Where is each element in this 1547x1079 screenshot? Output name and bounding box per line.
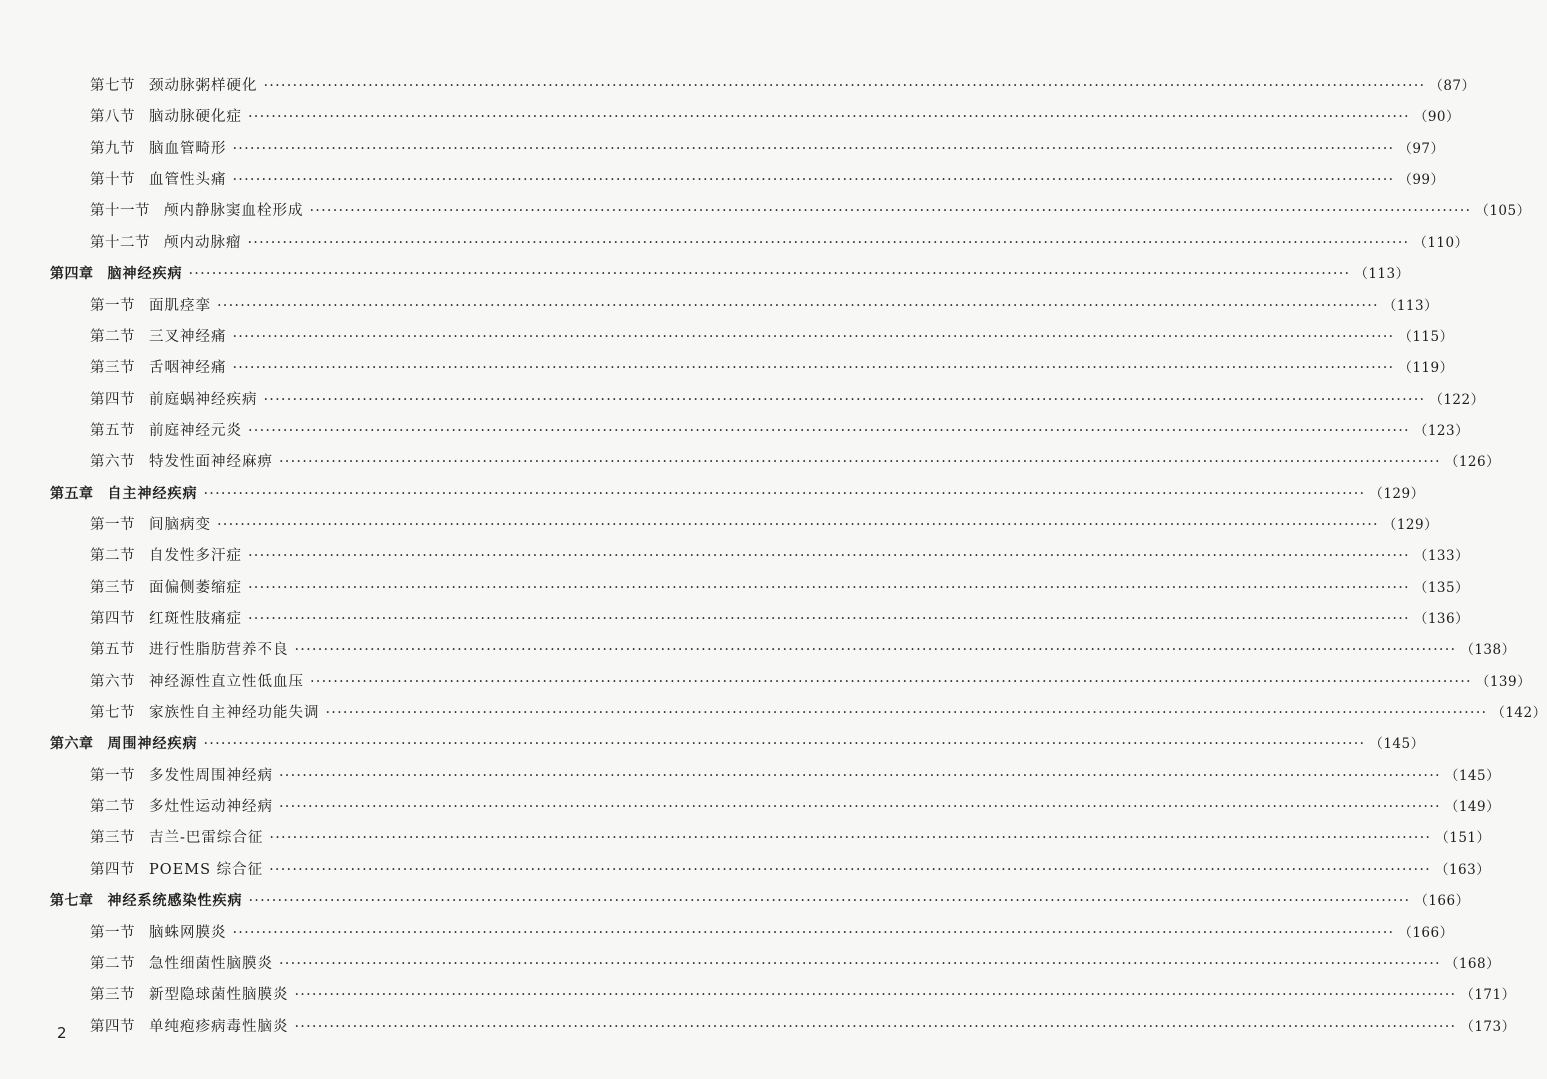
toc-entry-page: （133） <box>1413 548 1470 565</box>
dot-leader: ········································································································································································································ <box>269 861 1431 878</box>
toc-entry-page: （122） <box>1429 391 1485 408</box>
dot-leader: ········································································································································································································ <box>248 548 1410 565</box>
toc-section-row <box>90 515 1439 535</box>
toc-entry-page: （166） <box>1414 893 1470 910</box>
toc-entry-title: 面偏侧萎缩症 <box>149 579 242 596</box>
toc-entry-page: （163） <box>1434 861 1491 878</box>
toc-entry-number: 第十节 <box>90 172 135 189</box>
toc-entry-title: POEMS 综合征 <box>149 861 264 878</box>
toc-section-row <box>90 358 1454 378</box>
toc-entry-number: 第七章 <box>50 893 94 910</box>
toc-entry-title: 神经源性直立性低血压 <box>149 673 304 690</box>
dot-leader: ········································································································································································································ <box>325 705 1488 721</box>
toc-section-row <box>90 139 1445 159</box>
toc-entry-number: 第七节 <box>90 78 135 94</box>
toc-entry-number: 第二节 <box>90 799 135 816</box>
toc-entry-number: 第四节 <box>90 861 135 878</box>
dot-leader: ········································································································································································································ <box>248 893 1411 910</box>
toc-section-row <box>90 609 1470 629</box>
toc-section-row <box>90 546 1470 566</box>
toc-entry-page: （87） <box>1429 78 1476 94</box>
dot-leader: ········································································································································································································ <box>263 78 1426 94</box>
toc-section-row <box>90 860 1491 880</box>
toc-entry-title: 多灶性运动神经病 <box>149 799 273 816</box>
toc-entry-page: （136） <box>1413 611 1470 627</box>
dot-leader: ········································································································································································································ <box>309 203 1472 220</box>
toc-entry-page: （145） <box>1369 736 1425 753</box>
toc-section-row <box>90 170 1445 190</box>
dot-leader: ········································································································································································································ <box>248 611 1410 627</box>
toc-entry-page: （173） <box>1460 1018 1516 1035</box>
toc-entry-title: 急性细菌性脑膜炎 <box>149 955 273 972</box>
toc-chapter-row <box>50 264 1410 284</box>
toc-entry-title: 前庭蜗神经疾病 <box>149 391 258 408</box>
toc-entry-number: 第六节 <box>90 673 135 690</box>
dot-leader: ········································································································································································································ <box>188 266 1351 283</box>
toc-entry-title: 颅内静脉窦血栓形成 <box>164 203 304 220</box>
dot-leader: ········································································································································································································ <box>248 579 1410 596</box>
toc-entry-number: 第二节 <box>90 955 135 972</box>
toc-entry-number: 第四节 <box>90 611 135 627</box>
toc-entry-title: 新型隐球菌性脑膜炎 <box>149 987 289 1004</box>
toc-entry-page: （171） <box>1460 987 1516 1004</box>
toc-entry-title: 神经系统感染性疾病 <box>107 893 243 910</box>
toc-section-row <box>90 578 1470 598</box>
toc-section-row <box>90 1017 1516 1037</box>
toc-entry-number: 第四章 <box>50 266 94 283</box>
toc-entry-number: 第五节 <box>90 642 135 659</box>
toc-entry-page: （168） <box>1444 955 1501 972</box>
toc-entry-page: （90） <box>1413 109 1461 126</box>
toc-entry-number: 第一节 <box>90 297 135 314</box>
toc-section-row <box>90 923 1454 943</box>
toc-section-row <box>90 201 1531 221</box>
dot-leader: ········································································································································································································ <box>203 736 1366 753</box>
toc-entry-page: （123） <box>1413 422 1470 439</box>
toc-section-row <box>90 672 1532 692</box>
toc-entry-number: 第五节 <box>90 422 135 439</box>
toc-section-row <box>90 452 1501 472</box>
toc-entry-number: 第八节 <box>90 109 135 126</box>
toc-entry-number: 第三节 <box>90 830 135 847</box>
toc-section-row <box>90 327 1454 347</box>
toc-entry-title: 脑神经疾病 <box>107 266 183 283</box>
toc-entry-page: （119） <box>1398 360 1454 377</box>
dot-leader: ········································································································································································································ <box>248 109 1410 126</box>
toc-entry-number: 第九节 <box>90 140 135 157</box>
toc-entry-page: （110） <box>1413 234 1469 251</box>
toc-section-row <box>90 296 1439 316</box>
toc-entry-title: 单纯疱疹病毒性脑炎 <box>149 1018 289 1035</box>
toc-entry-number: 第十一节 <box>90 203 150 220</box>
toc-entry-title: 家族性自主神经功能失调 <box>149 705 320 721</box>
toc-entry-title: 周围神经疾病 <box>107 736 198 753</box>
dot-leader: ········································································································································································································ <box>279 767 1441 784</box>
toc-entry-page: （115） <box>1398 328 1454 345</box>
toc-entry-title: 红斑性肢痛症 <box>149 611 242 627</box>
toc-section-row <box>90 797 1501 817</box>
dot-leader: ········································································································································································································ <box>247 234 1410 251</box>
toc-entry-page: （135） <box>1413 579 1470 596</box>
toc-section-row <box>90 76 1476 96</box>
toc-entry-number: 第六章 <box>50 736 94 753</box>
toc-entry-title: 颅内动脉瘤 <box>164 234 242 251</box>
toc-entry-page: （113） <box>1382 297 1439 314</box>
toc-entry-number: 第四节 <box>90 1018 135 1035</box>
toc-entry-number: 第二节 <box>90 328 135 345</box>
dot-leader: ········································································································································································································ <box>217 516 1379 533</box>
dot-leader: ········································································································································································································ <box>232 140 1395 157</box>
toc-entry-title: 多发性周围神经病 <box>149 767 273 784</box>
dot-leader: ········································································································································································································ <box>217 297 1379 314</box>
toc-entry-page: （149） <box>1444 799 1501 816</box>
toc-entry-number: 第五章 <box>50 485 94 502</box>
toc-entry-number: 第一节 <box>90 516 135 533</box>
dot-leader: ········································································································································································································ <box>279 454 1441 471</box>
toc-entry-number: 第三节 <box>90 987 135 1004</box>
dot-leader: ········································································································································································································ <box>269 830 1432 847</box>
toc-entry-title: 吉兰-巴雷综合征 <box>149 830 264 847</box>
dot-leader: ········································································································································································································ <box>294 642 1457 659</box>
toc-section-row <box>90 766 1501 786</box>
toc-entry-page: （105） <box>1475 203 1531 220</box>
toc-entry-title: 特发性面神经麻痹 <box>149 454 273 471</box>
toc-entry-page: （142） <box>1491 705 1547 721</box>
toc-chapter-row <box>50 891 1470 911</box>
toc-entry-number: 第一节 <box>90 924 135 941</box>
toc-entry-number: 第一节 <box>90 767 135 784</box>
toc-entry-title: 面肌痉挛 <box>149 297 211 314</box>
toc-entry-page: （129） <box>1369 485 1425 502</box>
toc-entry-page: （151） <box>1435 830 1491 847</box>
toc-entry-page: （138） <box>1460 642 1516 659</box>
toc-section-row <box>90 640 1516 660</box>
toc-section-row <box>90 703 1547 723</box>
toc-entry-number: 第十二节 <box>90 234 150 251</box>
dot-leader: ········································································································································································································ <box>232 360 1395 377</box>
page-number: 2 <box>57 1024 67 1042</box>
toc-section-row <box>90 107 1461 127</box>
toc-entry-title: 血管性头痛 <box>149 172 227 189</box>
dot-leader: ········································································································································································································ <box>294 987 1457 1004</box>
toc-entry-title: 自发性多汗症 <box>149 548 242 565</box>
toc-entry-title: 脑蛛网膜炎 <box>149 924 227 941</box>
toc-chapter-row <box>50 484 1425 504</box>
toc-entry-number: 第四节 <box>90 391 135 408</box>
toc-section-row <box>90 828 1491 848</box>
toc-entry-page: （139） <box>1475 673 1532 690</box>
toc-section-row <box>90 985 1516 1005</box>
toc-entry-title: 间脑病变 <box>149 516 211 533</box>
dot-leader: ········································································································································································································ <box>232 172 1395 189</box>
toc-section-row <box>90 233 1469 253</box>
toc-entry-title: 进行性脂肪营养不良 <box>149 642 289 659</box>
toc-entry-number: 第六节 <box>90 454 135 471</box>
dot-leader: ········································································································································································································ <box>279 955 1441 972</box>
toc-entry-title: 脑动脉硬化症 <box>149 109 242 126</box>
toc-entry-title: 舌咽神经痛 <box>149 360 227 377</box>
dot-leader: ········································································································································································································ <box>310 673 1472 690</box>
toc-entry-title: 自主神经疾病 <box>107 485 198 502</box>
toc-chapter-row <box>50 734 1425 754</box>
toc-entry-page: （129） <box>1382 516 1439 533</box>
toc-section-row <box>90 954 1501 974</box>
dot-leader: ········································································································································································································ <box>232 924 1395 941</box>
toc-entry-page: （97） <box>1398 140 1445 157</box>
dot-leader: ········································································································································································································ <box>232 328 1395 345</box>
toc-entry-number: 第三节 <box>90 360 135 377</box>
toc-entry-page: （113） <box>1354 266 1410 283</box>
toc-entry-number: 第三节 <box>90 579 135 596</box>
toc-entry-title: 颈动脉粥样硬化 <box>149 78 258 94</box>
dot-leader: ········································································································································································································ <box>294 1018 1457 1035</box>
dot-leader: ········································································································································································································ <box>203 485 1366 502</box>
toc-entry-page: （166） <box>1398 924 1454 941</box>
toc-section-row <box>90 421 1470 441</box>
toc-entry-number: 第七节 <box>90 705 135 721</box>
dot-leader: ········································································································································································································ <box>279 799 1441 816</box>
toc-entry-page: （145） <box>1444 767 1501 784</box>
toc-entry-title: 脑血管畸形 <box>149 140 227 157</box>
toc-entry-page: （126） <box>1444 454 1501 471</box>
dot-leader: ········································································································································································································ <box>248 422 1410 439</box>
dot-leader: ········································································································································································································ <box>263 391 1426 408</box>
toc-entry-title: 三叉神经痛 <box>149 328 227 345</box>
toc-entry-page: （99） <box>1398 172 1445 189</box>
toc-section-row <box>90 390 1485 410</box>
toc-entry-number: 第二节 <box>90 548 135 565</box>
toc-entry-title: 前庭神经元炎 <box>149 422 242 439</box>
